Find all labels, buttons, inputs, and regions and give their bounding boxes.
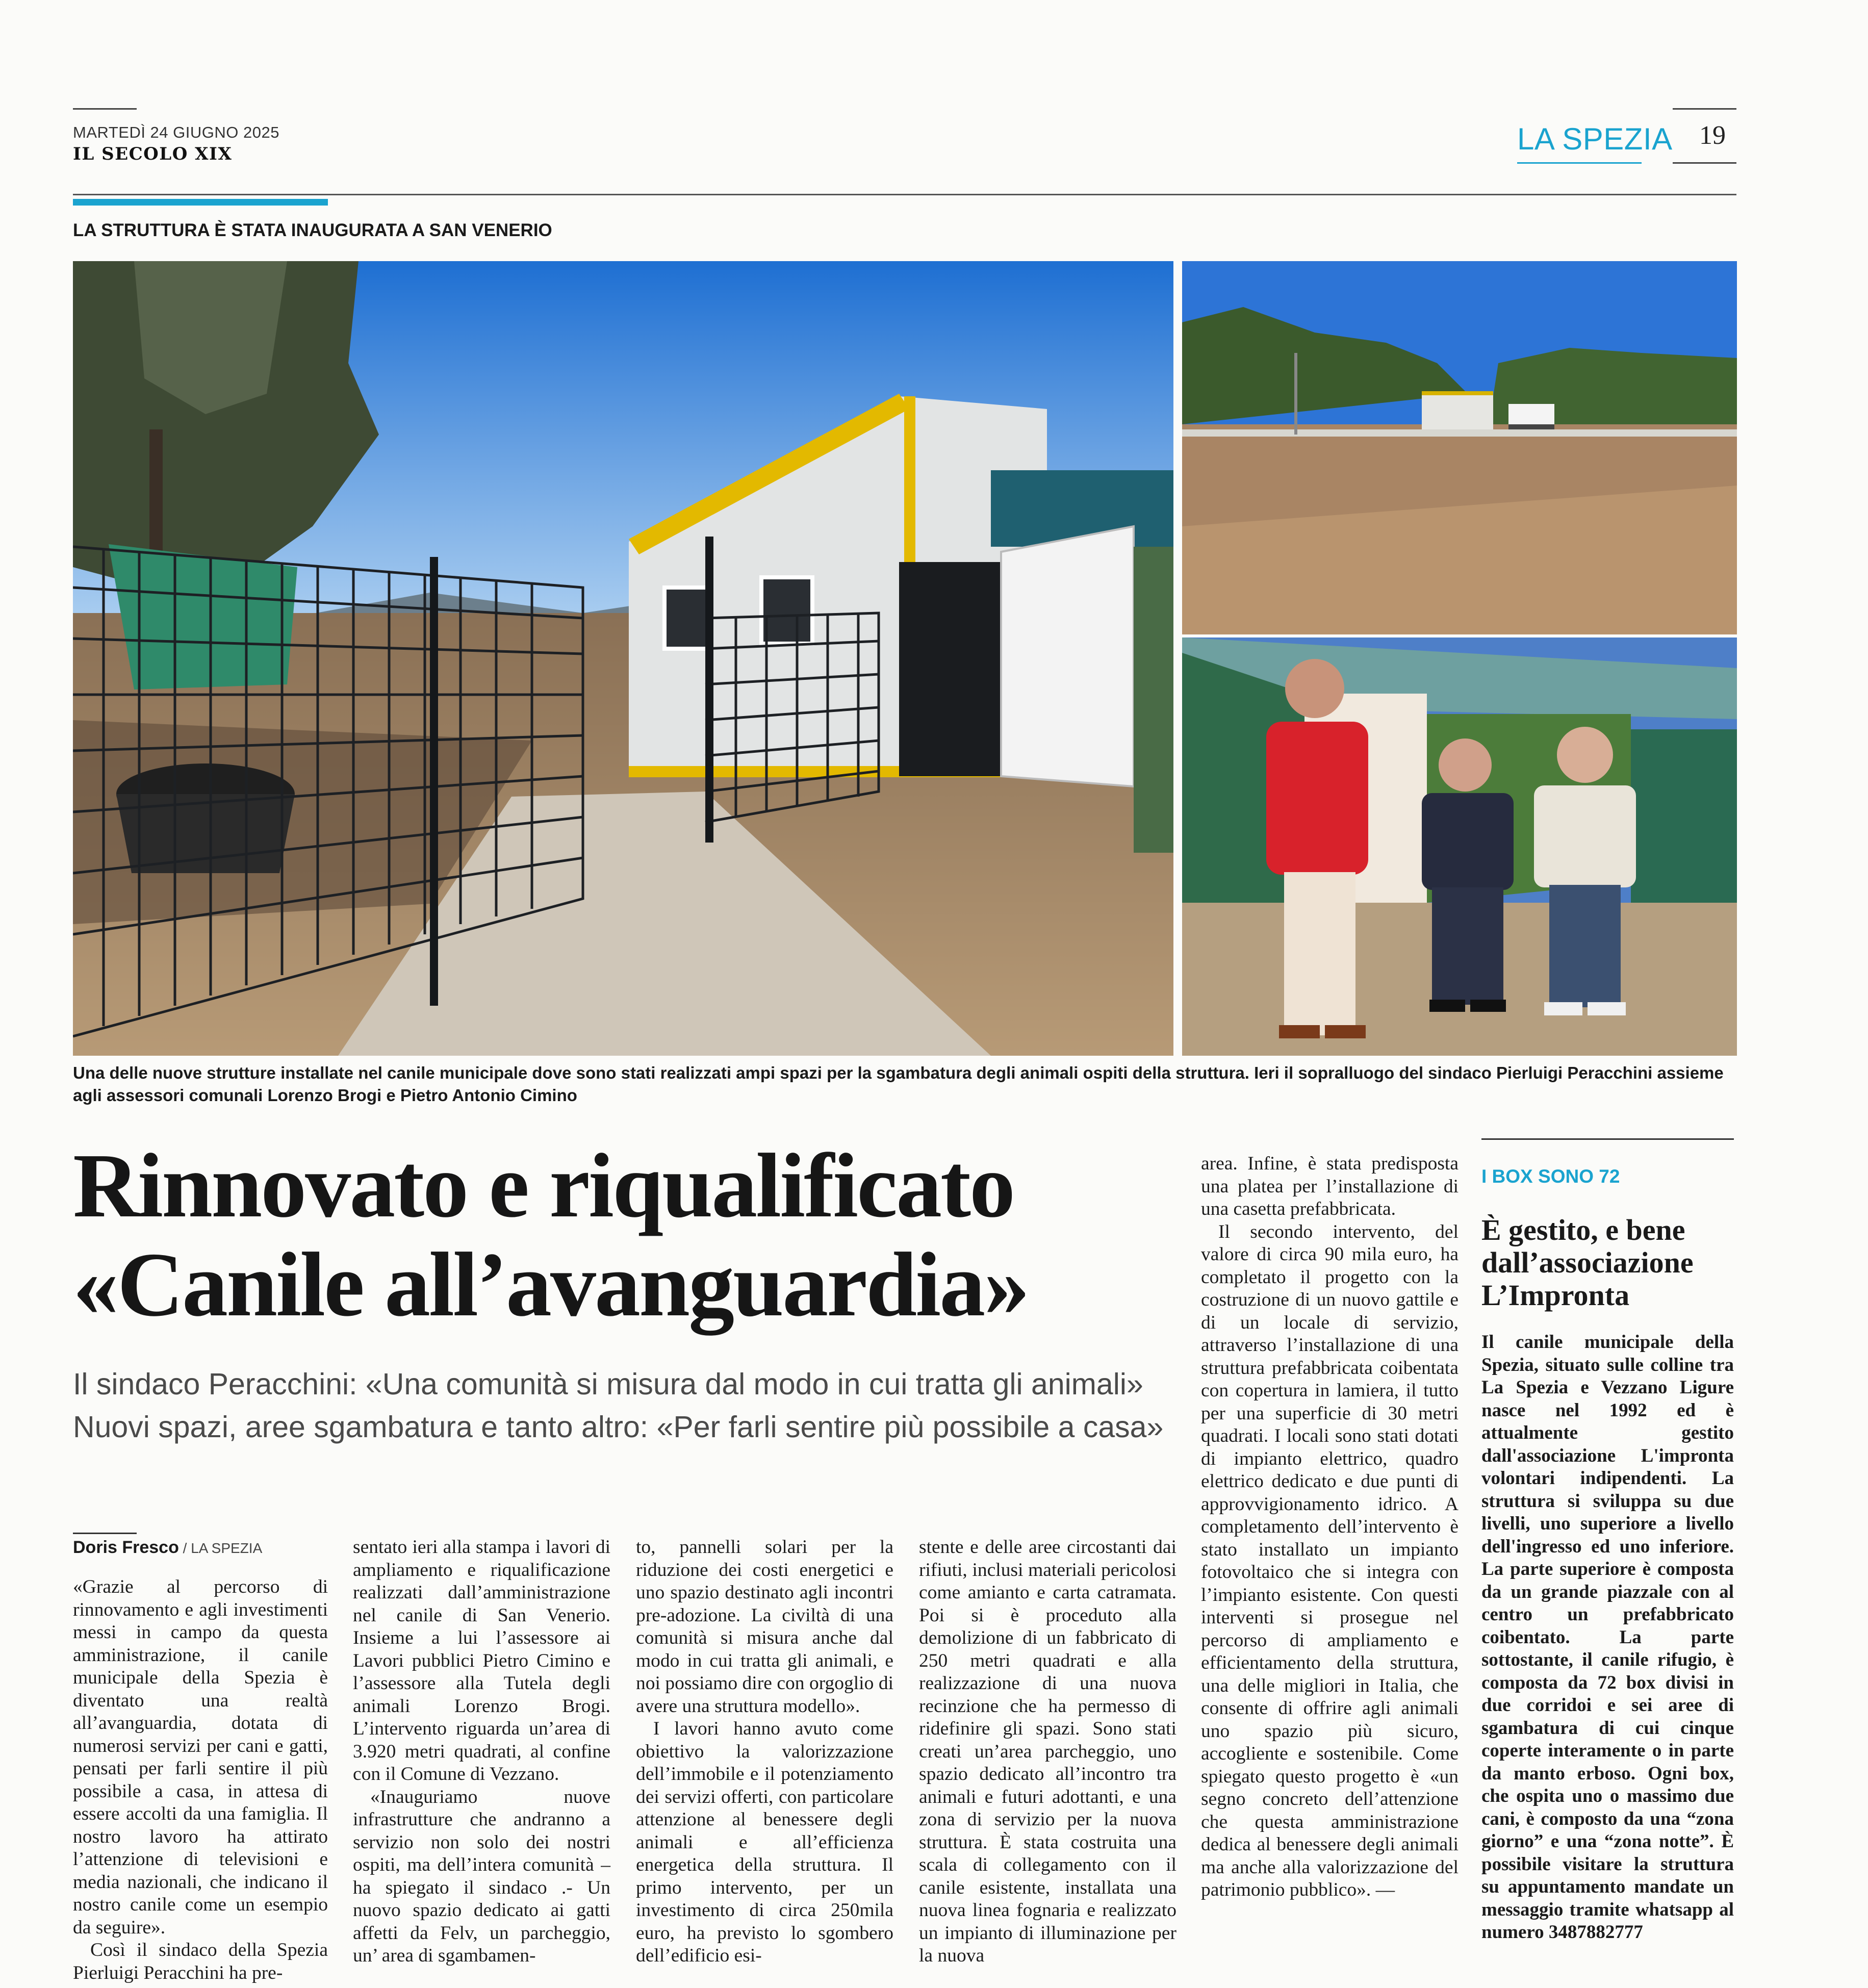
headline-line-2: «Canile all’avanguardia» — [73, 1234, 1029, 1335]
byline-author: Doris Fresco — [73, 1538, 179, 1557]
article-column-2 — [353, 1536, 610, 1968]
photo-caption: Una delle nuove strutture installate nel canile municipale dove sono stati realizzati ampi spazi per la sgambatura degli animali ospiti della struttura. Ieri il sopralluogo del sindaco Pierluigi Peracchini assieme agli assessori comunali Lorenzo Brogi e Pietro Antonio Cimino — [73, 1063, 1724, 1105]
paragraph: Così il sindaco della Spezia Pierluigi Peracchini ha pre- — [73, 1940, 328, 1983]
article-column-4 — [919, 1536, 1176, 1968]
sidebar-title-line-3: L’Impronta — [1481, 1279, 1630, 1312]
section-underline — [1517, 162, 1642, 164]
sidebar-kicker: I BOX SONO 72 — [1481, 1166, 1620, 1187]
photo-yard-overview — [1182, 261, 1737, 634]
paragraph: «Inauguriamo nuove infrastrutture che andranno a servizio non solo dei nostri ospiti, ma dell’intera comunità – ha spiegato il sindaco .- Un nuovo spazio dedicato ai gatti affetti da Felv, un parcheggio, un’ area di sgambamen- — [353, 1786, 610, 1966]
article-column-3 — [636, 1536, 893, 1968]
article-column-5 — [1201, 1153, 1458, 1902]
section-name: LA SPEZIA — [1517, 122, 1673, 156]
header-divider — [73, 194, 1736, 195]
byline — [73, 1538, 262, 1558]
subheadline-line-2: Nuovi spazi, aree sgambatura e tanto altro: «Per farli sentire più possibile a casa» — [73, 1410, 1164, 1444]
byline-rule — [73, 1533, 137, 1534]
sidebar-title — [1481, 1214, 1734, 1312]
paragraph: I lavori hanno avuto come obiettivo la valorizzazione dell’immobile e il potenziamento dei servizi offerti, con particolare attenzione al benessere degli animali e all’efficienza energetica della struttura. Il primo intervento, per un investimento di circa 250mila euro, ha previsto lo sgombero dell’edificio esi- — [636, 1718, 893, 1966]
page-number: 19 — [1699, 121, 1726, 150]
headline — [73, 1136, 1028, 1334]
header-rule — [73, 108, 137, 110]
article-kicker: LA STRUTTURA È STATA INAUGURATA A SAN VENERIO — [73, 220, 552, 240]
photo-kennel-building — [73, 261, 1173, 1056]
sidebar-title-line-1: È gestito, e bene — [1481, 1213, 1685, 1246]
issue-date: MARTEDÌ 24 GIUGNO 2025 — [73, 123, 279, 141]
page-number-rule-top — [1673, 108, 1736, 110]
paragraph: Il secondo intervento, del valore di circa 90 mila euro, ha completato il progetto con la costruzione di un nuovo gattile e di un locale di servizio, attraverso l’installazione di una struttura prefabbricata coibentata con copertura in lamiera, il tutto per una superficie di 30 metri quadrati. I locali sono stati dotati di impianto elettrico, quadro elettrico dedicato e due punti di approvvigionamento idrico. A completamento dell’intervento è stato installato un impianto fotovoltaico che si integra con l’impianto esistente. Con questi interventi si prosegue nel percorso di ampliamento e efficientamento della struttura, una delle migliori in Italia, che consente di offrire agli animali uno spazio più sicuro, accogliente e sostenibile. Come spiegato questo progetto è «un segno concreto dell’attenzione che questa amministrazione dedica al benessere degli animali ma anche alla valorizzazione del patrimonio pubblico». — — [1201, 1221, 1458, 1900]
paragraph: stente e delle aree circostanti dai rifiuti, inclusi materiali pericolosi come amianto e carta catramata. Poi si è proceduto alla demolizione di un fabbricato di 250 metri quadrati e alla realizzazione di una nuova recinzione che ha permesso di ridefinire gli spazi. Sono stati creati un’area parcheggio, uno spazio dedicato all’incontro tra animali e futuri adottanti, e una zona di servizio per la nuova struttura. È stata costruita una scala di collegamento con il canile esistente, installata una nuova linea fognaria e realizzato un impianto di illuminazione per la nuova — [919, 1537, 1176, 1966]
accent-bar — [73, 199, 328, 206]
paragraph: to, pannelli solari per la riduzione dei costi energetici e uno spazio destinato agli incontri pre-adozione. La civiltà di una comunità si misura anche dal modo in cui tratta gli animali, e noi possiamo dire con orgoglio di avere una struttura modello». — [636, 1537, 893, 1717]
subheadline — [73, 1363, 1163, 1448]
headline-line-1: Rinnovato e riqualificato — [73, 1135, 1014, 1236]
page-number-rule-bottom — [1673, 162, 1736, 164]
sidebar-rule — [1481, 1138, 1734, 1140]
paragraph: sentato ieri alla stampa i lavori di ampliamento e riqualificazione realizzati dall’amministrazione nel canile di San Venerio. Insieme a lui l’assessore ai Lavori pubblici Pietro Cimino e l’assessore alla Tutela degli animali Lorenzo Brogi. L’intervento riguarda un’area di 3.920 metri quadrati, al confine con il Comune di Vezzano. — [353, 1537, 610, 1785]
sidebar-title-line-2: dall’associazione — [1481, 1246, 1694, 1279]
newspaper-name: IL SECOLO XIX — [73, 144, 233, 164]
subheadline-line-1: Il sindaco Peracchini: «Una comunità si misura dal modo in cui tratta gli animali» — [73, 1367, 1143, 1401]
article-column-1 — [73, 1576, 328, 1984]
byline-place: / LA SPEZIA — [178, 1540, 263, 1556]
paragraph: area. Infine, è stata predisposta una platea per l’installazione di una casetta prefabbricata. — [1201, 1153, 1458, 1219]
sidebar-body: Il canile municipale della Spezia, situato sulle colline tra La Spezia e Vezzano Ligure nasce nel 1992 ed è attualmente gestito dall'associazione L'impronta volontari indipendenti. La struttura si sviluppa su due livelli, uno superiore a livello dell'ingresso ed uno inferiore. La parte superiore è composta da un grande piazzale con al centro un prefabbricato coibentato. La parte sottostante, il canile rifugio, è composta da 72 box divisi in due corridoi e sei aree di sgambatura di cui cinque coperte interamente o in parte da manto erboso. Ogni box, che ospita uno o massimo due cani, è composto da una “zona giorno” e una “zona notte”. È possibile visitare la struttura su appuntamento mandate un messaggio tramite whatsapp al numero 3487882777 — [1481, 1332, 1734, 1943]
photo-officials-visit — [1182, 638, 1737, 1056]
paragraph: «Grazie al percorso di rinnovamento e agli investimenti messi in campo da questa amministrazione, il canile municipale della Spezia è diventato una realtà all’avanguardia, dotata di numerosi servizi per cani e gatti, pensati per farli sentire il più possibile a casa, in attesa di essere accolti da una famiglia. Il nostro lavoro ha attirato l’attenzione di televisioni e media nazionali, che indicano il nostro canile come un esempio da seguire». — [73, 1576, 328, 1938]
